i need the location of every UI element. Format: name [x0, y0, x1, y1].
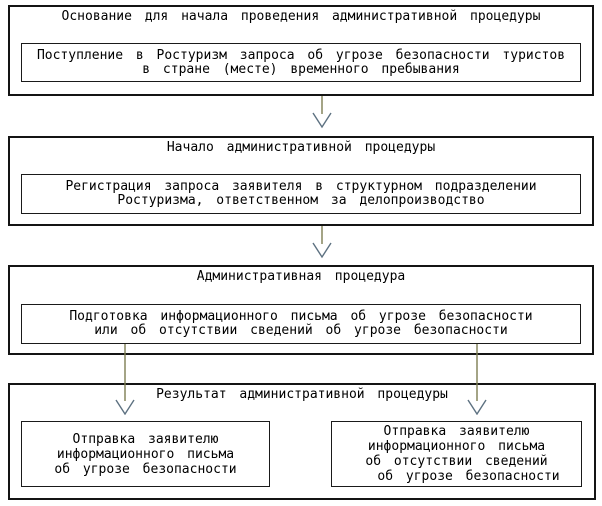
block-procedure [8, 265, 594, 355]
arrow-down-right-result-icon [464, 344, 490, 415]
step-line: Ростуризма, ответственном за делопроизводство [117, 193, 485, 208]
arrow-head [313, 113, 331, 127]
block-start-title: Начало административной процедуры [166, 140, 436, 155]
step-request-received [21, 43, 581, 82]
step-line: Подготовка информационного письма об угрозе безопасности [69, 309, 533, 324]
step-registration [21, 174, 581, 214]
arrow-head [116, 400, 134, 414]
result-threat-letter [21, 421, 270, 487]
step-line: Поступление в Ростуризм запроса об угрозе безопасности туристов [36, 47, 566, 63]
result-no-info-letter [331, 421, 582, 487]
result-line: информационного письма [56, 446, 235, 462]
result-line: Отправка заявителю [383, 424, 530, 439]
step-line: в стране (месте) временного пребывания [142, 61, 460, 77]
result-line: об угрозе безопасности [377, 469, 560, 484]
step-letter-preparation [21, 304, 581, 344]
step-line: Регистрация запроса заявителя в структурном подразделении [65, 179, 537, 194]
arrow-down-icon [309, 96, 335, 129]
block-procedure-title: Административная процедура [196, 269, 406, 284]
block-start [8, 136, 594, 226]
step-line: или об отсутствии сведений об угрозе безопасности [94, 323, 508, 338]
block-result [8, 383, 596, 500]
result-line: об отсутствии сведений [365, 454, 548, 469]
result-line: об угрозе безопасности [54, 461, 237, 477]
arrow-head [468, 400, 486, 414]
arrow-down-icon [309, 226, 335, 259]
result-line: информационного письма [367, 439, 546, 454]
block-basis [8, 5, 594, 96]
result-line: Отправка заявителю [72, 431, 219, 447]
block-basis-title: Основание для начала проведения административной процедуры [61, 9, 541, 24]
arrow-head [313, 243, 331, 257]
block-result-title: Результат административной процедуры [156, 387, 448, 402]
arrow-down-left-result-icon [112, 344, 138, 415]
